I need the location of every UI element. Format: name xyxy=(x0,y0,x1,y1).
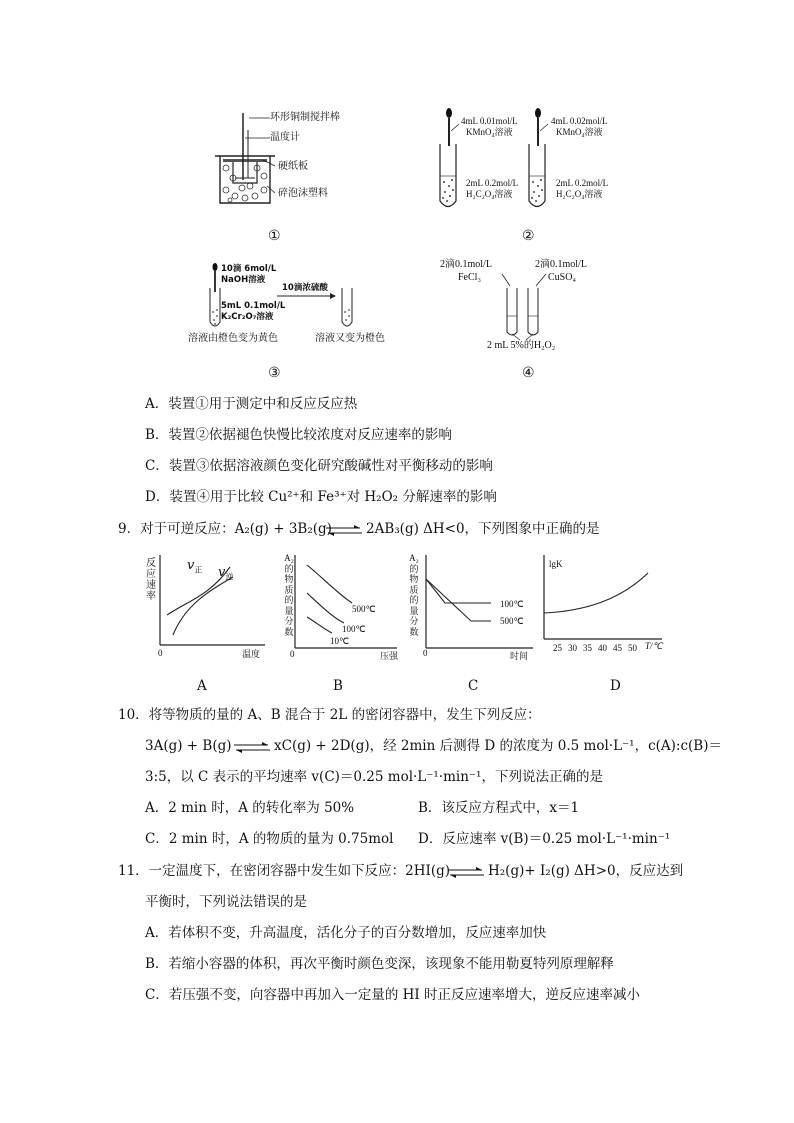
chart-a-v-reverse xyxy=(218,565,233,583)
fig4-cuso4-2: CuSO₄ xyxy=(548,272,576,283)
equilibrium-arrow-icon xyxy=(446,866,486,880)
chart-d-caption: D xyxy=(610,678,621,694)
chart-d-ylabel: lgK xyxy=(549,559,563,569)
fig2-right-top-1: 4mL 0.02mol/L xyxy=(551,116,608,126)
chart-c-ylabel-char: 的 xyxy=(409,595,419,605)
q11-option-b: B．若缩小容器的体积，再次平衡时颜色变深，该现象不能用勒夏特列原理解释 xyxy=(145,956,614,972)
q9-stem-suffix: 2AB₃(g) ΔH<0，下列图象中正确的是 xyxy=(366,521,600,537)
chart-b-ylabel-char: A₂ xyxy=(284,553,294,563)
chart-a-ylabel-char: 速 xyxy=(146,580,156,591)
fig2-right-bottom-1: 2mL 0.2mol/L xyxy=(556,178,609,188)
fig2-left-top-1: 4mL 0.01mol/L xyxy=(461,116,518,126)
chart-b-ylabel-char: 的 xyxy=(284,595,294,605)
chart-a-plot xyxy=(155,555,275,655)
fig3-naoh-2: NaOH溶液 xyxy=(221,275,266,285)
chart-d-tick: 40 xyxy=(598,643,607,653)
q10-line3: 3:5，以 C 表示的平均速率 v(C)＝0.25 mol·L⁻¹·min⁻¹，下列说法正确的是 xyxy=(145,769,603,785)
fig3-solution-1: 5mL 0.1mol/L xyxy=(221,301,286,311)
chart-c-line-500 xyxy=(426,579,491,621)
chart-b-label-100: 100℃ xyxy=(342,624,366,634)
fig4-h2o2-label: 2 mL 5%的H₂O₂ xyxy=(487,340,556,351)
equilibrium-arrow-icon xyxy=(324,524,364,538)
v-subscript: 正 xyxy=(194,565,203,575)
chart-b-label-10: 10℃ xyxy=(330,636,350,646)
chart-c-label-500: 500℃ xyxy=(500,616,524,626)
chart-c-caption: C xyxy=(468,678,479,694)
fig3-solution-2: K₂Cr₂O₇溶液 xyxy=(221,312,274,322)
chart-c-ylabel-char: 物 xyxy=(409,574,419,584)
q10-option-d: D．反应速率 v(B)＝0.25 mol·L⁻¹·min⁻¹ xyxy=(418,831,671,847)
fig2-left-top-2: KMnO₄溶液 xyxy=(466,127,513,137)
chart-c-label-100: 100℃ xyxy=(500,599,524,609)
fig4-cuso4-1: 2滴0.1mol/L xyxy=(535,259,587,270)
v-subscript: 逆 xyxy=(225,572,234,582)
fig2-left-bottom-1: 2mL 0.2mol/L xyxy=(466,178,519,188)
chart-c-ylabel-char: 分 xyxy=(409,616,419,626)
chart-b-ylabel-char: 量 xyxy=(284,605,294,616)
chart-b-ylabel-char: 物 xyxy=(284,574,294,584)
chart-a-ylabel-char: 反 xyxy=(146,558,156,569)
chart-b-xlabel: 压强 xyxy=(380,651,399,661)
chart-b-origin: 0 xyxy=(290,649,295,659)
chart-a-ylabel-char: 应 xyxy=(146,569,156,580)
fig2-right-bottom-2: H₂C₂O₄溶液 xyxy=(556,189,603,199)
chart-c-ylabel-char: 质 xyxy=(409,584,419,595)
chart-b-curve-500 xyxy=(307,565,352,603)
q10-line2-b: xC(g) + 2D(g)，经 2min 后测得 D 的浓度为 0.5 mol·L⁻¹，c(A):c(B)＝ xyxy=(274,738,722,754)
fig3-naoh-1: 10滴 6mol/L xyxy=(221,264,277,274)
figure-number-2: ② xyxy=(522,228,535,244)
chart-c-ylabel xyxy=(408,553,420,637)
q8-option-d: D．装置④用于比较 Cu²⁺和 Fe³⁺对 H₂O₂ 分解速率的影响 xyxy=(145,489,497,505)
equilibrium-arrow-icon xyxy=(232,741,272,755)
figure-number-3: ③ xyxy=(268,365,281,381)
chart-d-tick: 25 xyxy=(553,643,562,653)
v-symbol: v xyxy=(218,565,226,580)
figure-number-4: ④ xyxy=(522,365,535,381)
fig2-left-bottom-2: H₂C₂O₄溶液 xyxy=(466,189,513,199)
label-cardboard: 硬纸板 xyxy=(278,161,308,172)
v-symbol: v xyxy=(187,558,195,573)
chart-c-ylabel-char: 的 xyxy=(409,563,419,574)
chart-b-label-500: 500℃ xyxy=(352,604,376,614)
q8-option-a: A．装置①用于测定中和反应反应热 xyxy=(145,396,358,412)
q11-option-c: C．若压强不变，向容器中再加入一定量的 HI 时正反应速率增大，逆反应速率减小 xyxy=(145,987,641,1003)
chart-b-ylabel-char: 分 xyxy=(284,616,294,626)
chart-c-line-100 xyxy=(426,579,491,603)
chart-d-tick: 35 xyxy=(583,643,592,653)
label-foam: 碎泡沫塑料 xyxy=(278,188,328,199)
chart-a-xlabel: 温度 xyxy=(242,649,261,659)
fig3-acid-label: 10滴浓硫酸 xyxy=(282,283,328,293)
chart-a-ylabel-char: 率 xyxy=(146,591,156,602)
chart-d-tick: 50 xyxy=(628,643,637,653)
label-stirrer: 环形铜制搅拌棒 xyxy=(270,112,340,123)
chart-c-xlabel: 时间 xyxy=(510,651,529,661)
q11-line1-b: H₂(g)+ I₂(g) ΔH>0，反应达到 xyxy=(488,863,684,879)
q10-line1: 10．将等物质的量的 A、B 混合于 2L 的密闭容器中，发生下列反应： xyxy=(118,707,541,723)
label-thermometer: 温度计 xyxy=(270,132,300,143)
chart-a-origin: 0 xyxy=(158,648,163,658)
q11-line2: 平衡时，下列说法错误的是 xyxy=(145,894,307,910)
q10-option-c: C．2 min 时，A 的物质的量为 0.75mol xyxy=(145,831,394,847)
chart-b-curve-100 xyxy=(307,593,344,623)
chart-d-lgk-curve xyxy=(544,573,648,613)
fig4-fecl3-1: 2滴0.1mol/L xyxy=(440,259,492,270)
q10-option-a: A．2 min 时，A 的转化率为 50% xyxy=(145,800,355,816)
chart-c-ylabel-char: 量 xyxy=(409,605,419,616)
chart-a-caption: A xyxy=(197,678,207,694)
q11-option-a: A．若体积不变，升高温度，活化分子的百分数增加，反应速率加快 xyxy=(145,925,547,941)
chart-a-v-forward xyxy=(187,558,202,576)
figure-number-1: ① xyxy=(268,228,281,244)
chart-b-ylabel-char: 数 xyxy=(284,626,294,637)
q8-option-c: C．装置③依据溶液颜色变化研究酸碱性对平衡移动的影响 xyxy=(145,458,493,474)
q9-stem-prefix: 9．对于可逆反应：A₂(g) + 3B₂(g) xyxy=(118,521,332,537)
chart-c-ylabel-char: 数 xyxy=(409,626,419,637)
chart-c-origin: 0 xyxy=(423,648,428,658)
chart-b-ylabel-char: 质 xyxy=(284,584,294,595)
chart-d-tick: 30 xyxy=(568,643,577,653)
chart-c-ylabel-char: A₂ xyxy=(409,553,419,563)
q8-option-b: B．装置②依据褪色快慢比较浓度对反应速率的影响 xyxy=(145,427,452,443)
fig3-caption-right: 溶液又变为橙色 xyxy=(315,333,385,344)
chart-d-tick: 45 xyxy=(613,643,622,653)
q10-option-b: B．该反应方程式中，x＝1 xyxy=(418,800,580,816)
chart-b-ylabel-char: 的 xyxy=(284,563,294,574)
chart-b-curve-10 xyxy=(307,617,332,633)
fig3-caption-left: 溶液由橙色变为黄色 xyxy=(188,333,278,344)
q10-line2-a: 3A(g) + B(g) xyxy=(145,738,232,754)
q11-line1-a: 11．一定温度下，在密闭容器中发生如下反应：2HI(g) xyxy=(118,863,451,879)
fig4-fecl3-2: FeCl₃ xyxy=(458,272,481,283)
fig2-right-top-2: KMnO₄溶液 xyxy=(556,127,603,137)
chart-d-xunit: T/℃ xyxy=(645,641,663,651)
chart-b-caption: B xyxy=(333,678,343,694)
